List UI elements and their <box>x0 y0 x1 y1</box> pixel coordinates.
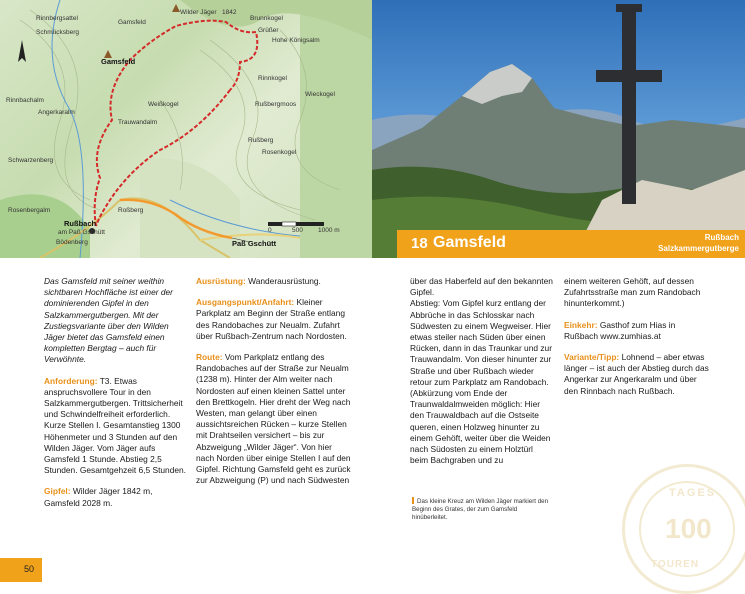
start-text: Kleiner Parkplatz am Beginn der Straße entlang des Randobaches zur Neualm. Zufahrt über Rußbach-Zentrum nach Nordosten. <box>196 297 347 341</box>
tages-touren-stamp <box>622 464 745 594</box>
descent-continued-paragraph <box>564 276 710 310</box>
page-number-tab <box>0 558 42 582</box>
stamp-number: 100 <box>665 513 712 544</box>
stamp-bottom-text: TOUREN <box>651 559 700 570</box>
requirements-paragraph <box>44 376 189 477</box>
requirements-text: T3. Etwas anspruchsvollere Tour in den Salzkammergutbergen. Trittsicherheit und Schwindelfreiheit erforderlich. Kurze Stellen I. Gesamtanstieg 1300 Höhenmeter und 3 Stunden auf den Wilden Jäger. Vom Jäger aufs Gamsfeld 1 Stunde. Abstieg 2,5 Stunden. Gesamtgehzeit 6,5 Stunden. <box>44 375 187 476</box>
summit-text: Wilder Jäger 1842 m, Gamsfeld 2028 m. <box>44 486 153 508</box>
summit-paragraph <box>44 486 189 508</box>
start-label: Ausgangspunkt/Anfahrt: <box>196 297 295 308</box>
text-column-2 <box>196 276 351 496</box>
map-label-angerkaralm: Angerkaralm <box>38 109 75 116</box>
map-label-hohe-koenigsalm: Hohe Königsalm <box>272 37 320 44</box>
stop-label: Einkehr: <box>564 319 598 330</box>
photo-caption <box>412 497 550 522</box>
map-label-wieckogel: Wieckogel <box>305 91 335 98</box>
map-label-russbach-sub: am Paß Gschütt <box>58 229 105 236</box>
map-label-rinnkogel: Rinnkogel <box>258 75 287 82</box>
intro-paragraph: Das Gamsfeld mit seiner weithin sichtbaren Hochfläche ist einer der dominierenden Gipfel in den Salzkammergutbergen. Mit der Zustiegsvariante über den Wilden Jäger bietet das Gamsfeld einen kompletten Bergtag – auch für Verwöhnte. <box>44 276 173 365</box>
map-label-gruberer: Grüßer <box>258 27 279 34</box>
text-column-3 <box>410 276 553 476</box>
map-scale-500: 500 <box>292 227 303 234</box>
map-label-russberg: Rußberg <box>248 137 274 144</box>
map-label-rinnbergsattel: Rinnbergsattel <box>36 15 78 22</box>
descent-paragraph <box>410 298 553 466</box>
text-column-4 <box>564 276 710 407</box>
route-text: Vom Parkplatz entlang des Randobaches auf der Straße zur Neualm (1238 m). Hinter der Alm weiter nach Nordosten auf einen kleinen Sattel unter den Brettkogeln. Hier dreht der Weg nach Westen, man gelangt über einen aussichtsreichen Rücken – kurze Stellen mit Drahtseilen versichert – bis zur Abzweigung „Wilder Jäger“. Von hier nach Norden über einige Stellen I auf den Gipfel. Richtung Gamsfeld geht es zurück zur Abzweigung (P) und nach Südwesten <box>196 352 351 486</box>
summit-cross-photo <box>372 0 745 258</box>
stop-text: Gasthof zum Hias in Rußbach www.zumhias.at <box>564 319 676 341</box>
map-label-pass-gschuett: Paß Gschütt <box>232 239 277 248</box>
tour-title-bar <box>397 230 745 258</box>
route-paragraph <box>196 352 351 486</box>
equipment-paragraph <box>196 276 351 287</box>
stamp-top-text: TAGES <box>669 487 717 499</box>
route-continued-text: über das Haberfeld auf den bekannten Gipfel. <box>410 276 553 298</box>
map-scale-0: 0 <box>268 227 272 234</box>
tip-text: Lohnend – aber etwas länger – ist auch der Abstieg durch das Angerkar zur Angerkaralm und über den Rinnbach nach Rußbach. <box>564 352 709 396</box>
map-label-rosenkogel: Rosenkogel <box>262 149 297 156</box>
route-continued-paragraph <box>410 276 553 298</box>
map-label-wilder-jaeger: Wilder Jäger <box>180 9 217 16</box>
descent-text: Vom Gipfel kurz entlang der Abbrüche in das Schlosskar nach Südwesten zu einem Wegweiser. Hier etwas steiler nach Süden über einen Rücken, dann in das Traunkar und zur Trauwandalm. Von dieser hinunter zur Straße und über Rußbach wieder retour zum Parkplatz am Randobach. (Abkürzung vom Ende der Traunwaldalmweiden möglich: Hier den Trauwaldbach auf die Ostseite queren, einen Holzweg hinunter zu einem Gehöft, weiter über die Weiden nach Südosten zu einem Holztürl beim Bachgraben und zu <box>410 298 552 466</box>
map-label-russbach: Rußbach <box>64 219 97 228</box>
tour-number: 18 <box>411 235 428 252</box>
map-scale-1000: 1000 m <box>318 227 340 234</box>
map-label-bodenberg: Bödenberg <box>56 239 88 246</box>
map-label-trauwandalm: Trauwandalm <box>118 119 158 126</box>
map-label-brunnkogel: Brunnkogel <box>250 15 283 22</box>
route-label: Route: <box>196 352 223 363</box>
map-label-rinnbachalm: Rinnbachalm <box>6 97 44 104</box>
map-label-russbergmoos: Rußbergmoos <box>255 101 297 108</box>
map-label-gamsfeld: Gamsfeld <box>101 57 136 66</box>
caption-text: Das kleine Kreuz am Wilden Jäger markiert den Beginn des Grates, der zum Gamsfeld hinüberleitet. <box>412 498 549 521</box>
stop-paragraph <box>564 320 710 342</box>
caption-marker <box>412 497 414 504</box>
tour-name: Gamsfeld <box>433 234 506 251</box>
map-label-rossberg: Roßberg <box>118 207 144 214</box>
map-label-rosenbergalm: Rosenbergalm <box>8 207 51 214</box>
descent-label: Abstieg: <box>410 298 441 309</box>
route-map <box>0 0 372 258</box>
page-number: 50 <box>24 564 35 574</box>
summit-label: Gipfel: <box>44 486 71 497</box>
tip-paragraph <box>564 352 710 397</box>
requirements-label: Anforderung: <box>44 375 98 386</box>
map-label-schwarzenberg: Schwarzenberg <box>8 157 54 164</box>
tour-region-area: Salzkammergutberge <box>658 244 739 253</box>
photo-graphics <box>372 0 745 258</box>
map-label-wilder-jaeger-alt: 1842 <box>222 9 237 16</box>
map-label-weisskogel: Weißkogel <box>148 101 179 108</box>
equipment-text: Wanderausrüstung. <box>248 276 321 286</box>
text-column-1 <box>44 276 189 519</box>
map-label-gamsfeld-top: Gamsfeld <box>118 19 146 26</box>
tip-label: Variante/Tipp: <box>564 352 620 363</box>
tour-region-town: Rußbach <box>704 233 739 242</box>
map-label-schmucksberg: Schmücksberg <box>36 29 79 36</box>
start-paragraph <box>196 297 351 342</box>
equipment-label: Ausrüstung: <box>196 276 246 286</box>
descent-continued-text: einem weiteren Gehöft, auf dessen Zufahrtsstraße man zum Randobach hinunterkommt.) <box>564 276 701 309</box>
